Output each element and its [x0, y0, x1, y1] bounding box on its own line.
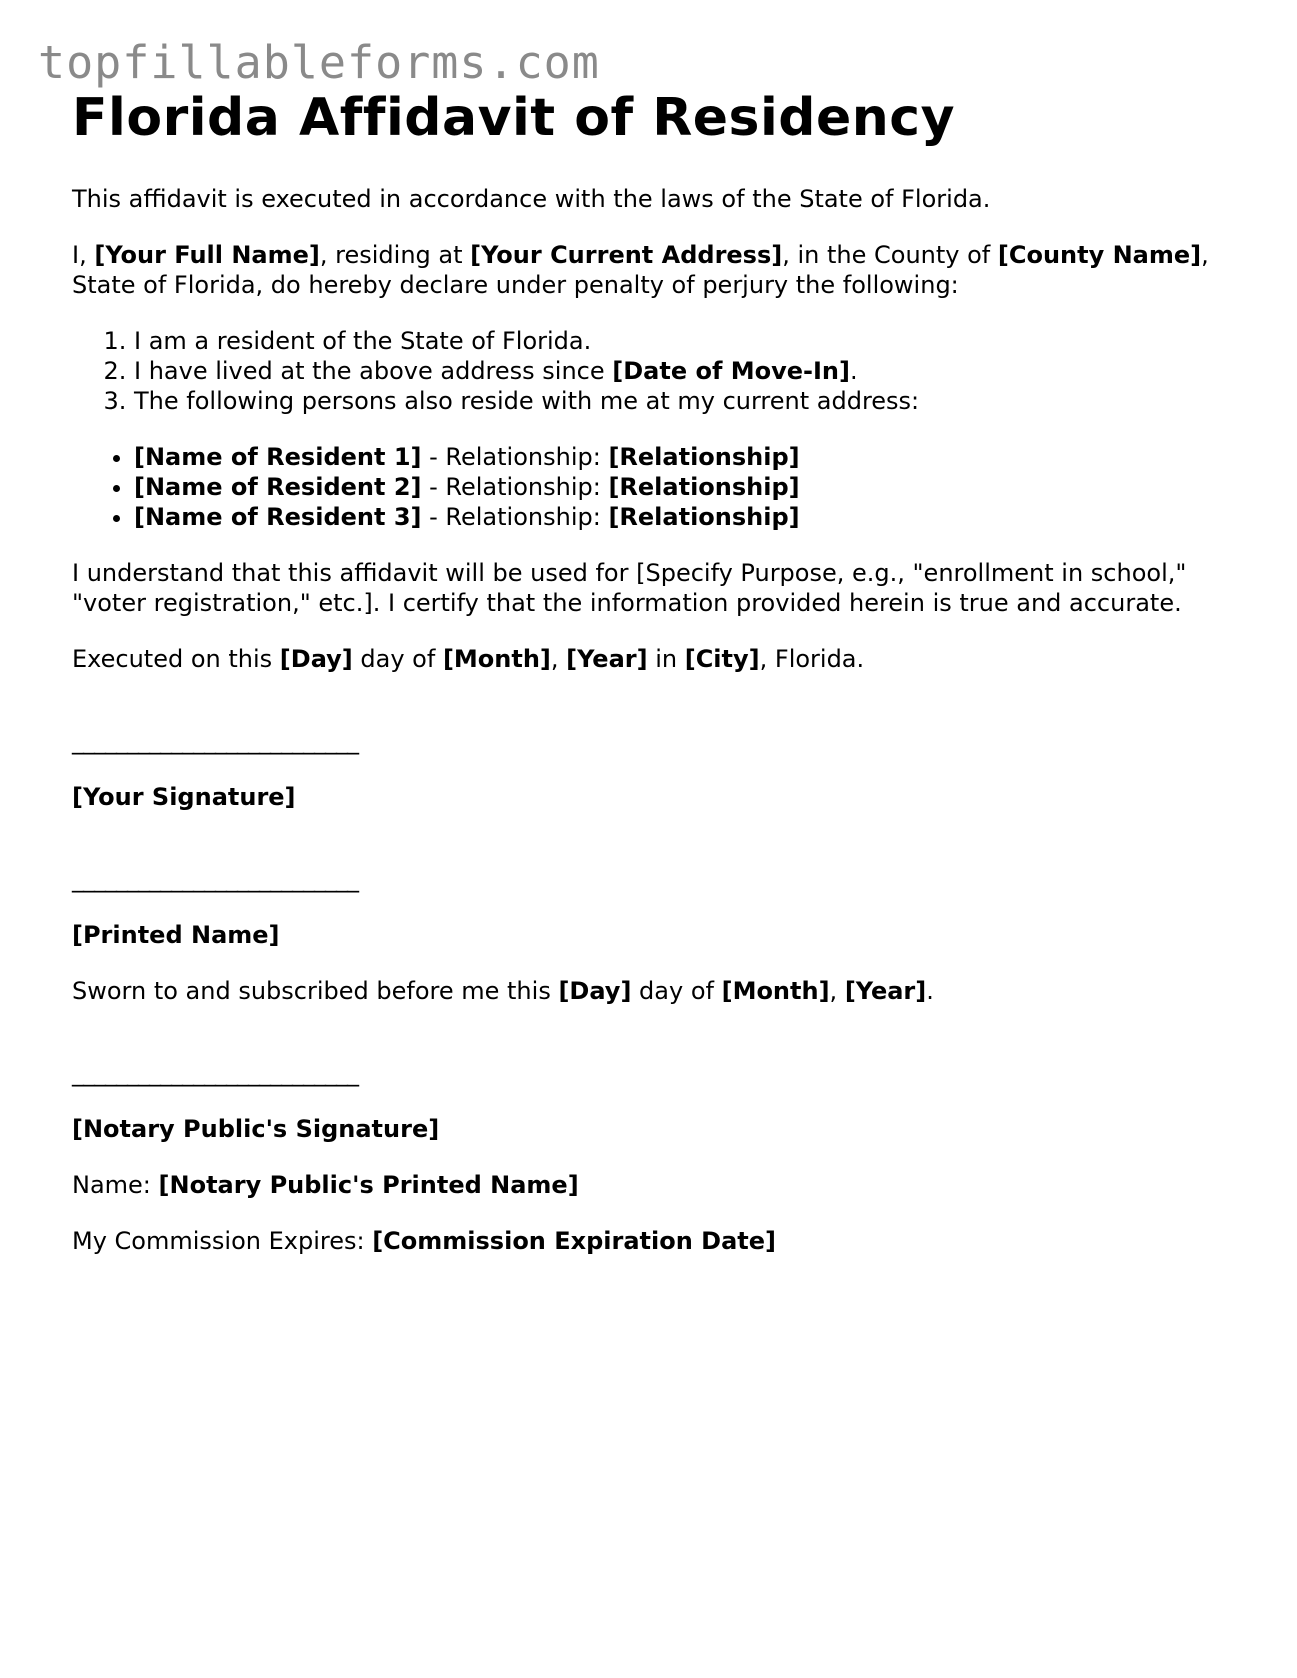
- executed-text: , Florida.: [759, 645, 865, 673]
- statement-item: [134, 356, 1232, 386]
- statement-item: 1. I am a resident of the State of Florida.: [134, 326, 1232, 356]
- notary-name-label: Name:: [72, 1171, 159, 1199]
- declaration-paragraph: [72, 240, 1232, 300]
- resident-name-placeholder: [Name of Resident 2]: [134, 473, 422, 501]
- relationship-placeholder: [Relationship]: [608, 443, 800, 471]
- your-signature-label: [72, 782, 1232, 812]
- move-in-date-placeholder: [Date of Move-In]: [612, 357, 850, 385]
- relationship-placeholder: [Relationship]: [608, 473, 800, 501]
- address-placeholder: [Your Current Address]: [470, 241, 783, 269]
- notary-signature-label: [72, 1114, 1232, 1144]
- commission-line: [72, 1226, 1232, 1256]
- declaration-text: , residing at: [319, 241, 471, 269]
- commission-label: My Commission Expires:: [72, 1227, 373, 1255]
- sworn-text: ,: [829, 977, 845, 1005]
- sworn-month-placeholder: [Month]: [721, 977, 830, 1005]
- executed-text: Executed on this: [72, 645, 280, 673]
- declaration-text: I,: [72, 241, 95, 269]
- purpose-paragraph: I understand that this affidavit will be used for [Specify Purpose, e.g., "enrollment in school," "voter registration," etc.]. I certify that the information provided herein is true and accurate.: [72, 559, 1187, 617]
- statement-text: I have lived at the above address since: [134, 357, 613, 385]
- executed-text: ,: [550, 645, 567, 673]
- residents-list: [72, 442, 1232, 532]
- notary-name-placeholder: [Notary Public's Printed Name]: [158, 1171, 579, 1199]
- your-signature-placeholder: [Your Signature]: [72, 783, 296, 811]
- sworn-text: .: [926, 977, 934, 1005]
- executed-day-placeholder: [Day]: [279, 645, 353, 673]
- declaration-text: , State of Florida, do hereby declare under penalty of perjury the following:: [72, 241, 1209, 299]
- sworn-paragraph: [72, 976, 1232, 1006]
- sworn-day-placeholder: [Day]: [558, 977, 632, 1005]
- notary-signature-placeholder: [Notary Public's Signature]: [72, 1115, 440, 1143]
- resident-item: [134, 442, 1232, 472]
- declaration-text: , in the County of: [782, 241, 998, 269]
- document-title: Florida Affidavit of Residency: [72, 88, 956, 148]
- sworn-year-placeholder: [Year]: [844, 977, 927, 1005]
- statement-text: .: [849, 357, 858, 385]
- executed-text: day of: [352, 645, 443, 673]
- relationship-label: - Relationship:: [421, 473, 609, 501]
- resident-item: [134, 472, 1232, 502]
- intro-paragraph: This affidavit is executed in accordance with the laws of the State of Florida.: [72, 185, 991, 213]
- relationship-label: - Relationship:: [421, 443, 609, 471]
- notary-signature-line: __________________________: [72, 1059, 358, 1087]
- statements-list: [72, 326, 1232, 416]
- executed-city-placeholder: [City]: [684, 645, 760, 673]
- executed-paragraph: [72, 644, 1232, 674]
- affidavit-document: [72, 88, 1232, 1282]
- relationship-label: - Relationship:: [421, 503, 609, 531]
- executed-text: in: [647, 645, 685, 673]
- statement-item: 3. The following persons also reside with me at my current address:: [134, 386, 1232, 416]
- commission-date-placeholder: [Commission Expiration Date]: [372, 1227, 777, 1255]
- printed-name-line: __________________________: [72, 865, 358, 893]
- printed-name-label: [72, 920, 1232, 950]
- resident-name-placeholder: [Name of Resident 1]: [134, 443, 422, 471]
- relationship-placeholder: [Relationship]: [608, 503, 800, 531]
- full-name-placeholder: [Your Full Name]: [94, 241, 320, 269]
- printed-name-placeholder: [Printed Name]: [72, 921, 280, 949]
- resident-item: [134, 502, 1232, 532]
- sworn-text: Sworn to and subscribed before me this: [72, 977, 559, 1005]
- sworn-text: day of: [631, 977, 722, 1005]
- resident-name-placeholder: [Name of Resident 3]: [134, 503, 422, 531]
- signature-line: __________________________: [72, 727, 358, 755]
- county-placeholder: [County Name]: [997, 241, 1202, 269]
- watermark: topfillableforms.com: [38, 36, 600, 89]
- executed-year-placeholder: [Year]: [566, 645, 648, 673]
- notary-name-line: [72, 1170, 1232, 1200]
- executed-month-placeholder: [Month]: [442, 645, 551, 673]
